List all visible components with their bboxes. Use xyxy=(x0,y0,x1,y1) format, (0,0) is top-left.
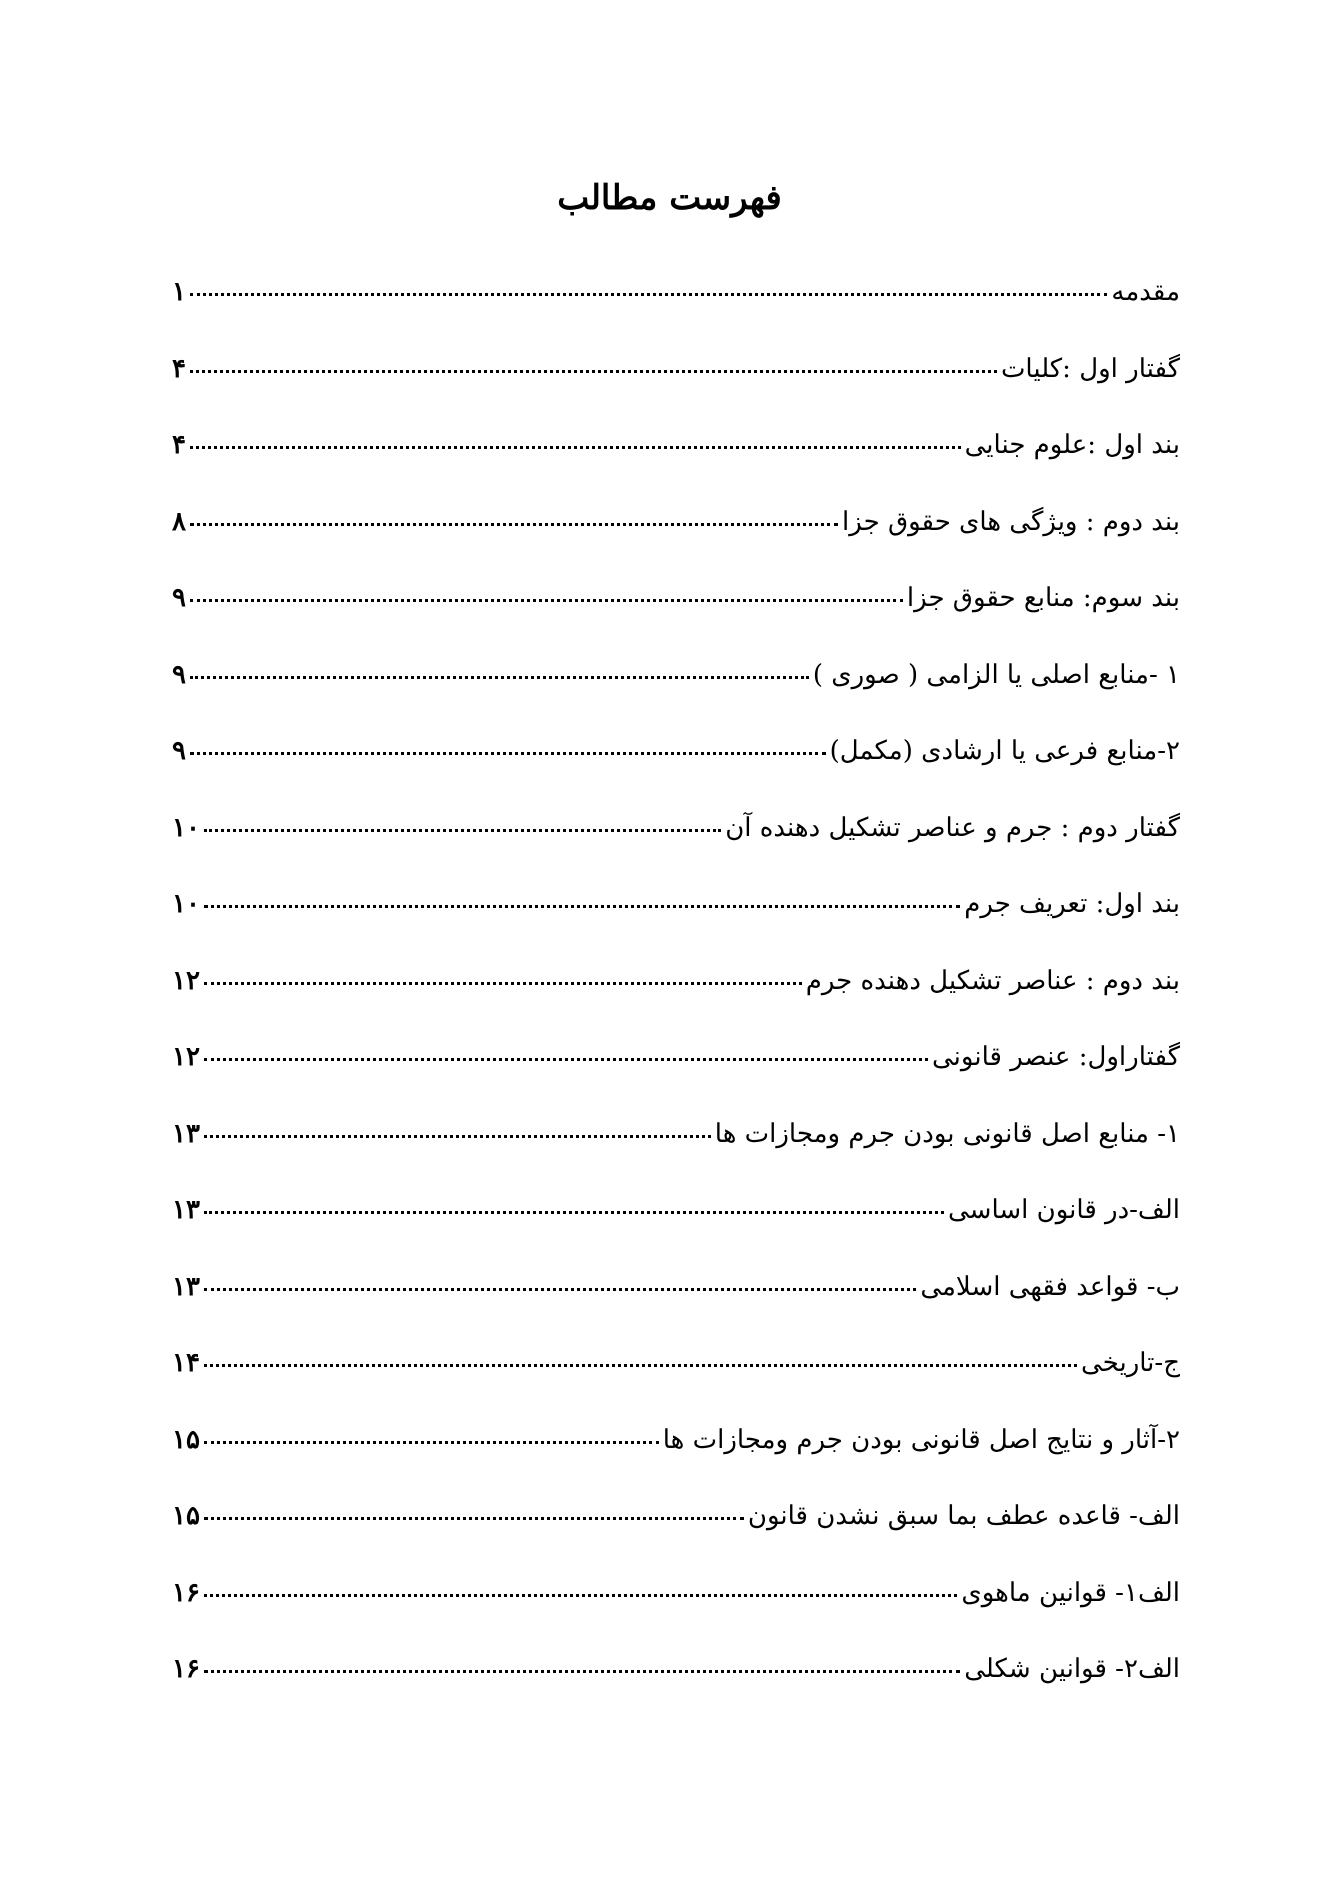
toc-entry-page-number: ۱۰ xyxy=(172,889,200,919)
toc-entry-label: الف-در قانون اساسی xyxy=(947,1195,1180,1225)
toc-entry xyxy=(172,1037,1180,1114)
toc-entry-page-number: ۱۶ xyxy=(172,1654,200,1684)
toc-entry-page-number: ۱۳ xyxy=(172,1118,200,1149)
toc-dot-leader xyxy=(204,905,960,908)
toc-entry xyxy=(172,272,1180,349)
toc-entry-page-number: ۹ xyxy=(172,659,186,690)
toc-entry xyxy=(172,1343,1180,1420)
toc-entry-label: گفتار اول :کلیات xyxy=(1000,353,1180,384)
toc-entry-page-number: ۱۳ xyxy=(172,1195,200,1225)
toc-entry-label: بند اول: تعریف جرم xyxy=(964,889,1180,919)
toc-entry-label: گفتاراول: عنصر قانونی xyxy=(932,1042,1180,1072)
toc-entry xyxy=(172,731,1180,808)
toc-entry-page-number: ۸ xyxy=(172,506,186,537)
toc-dot-leader xyxy=(204,1288,916,1291)
toc-entry-label: بند اول :علوم جنایی xyxy=(964,430,1180,460)
toc-dot-leader xyxy=(204,1211,944,1214)
toc-entry xyxy=(172,1190,1180,1267)
toc-dot-leader xyxy=(204,982,802,985)
toc-entry xyxy=(172,502,1180,579)
toc-dot-leader xyxy=(190,370,997,373)
toc-dot-leader xyxy=(190,599,903,602)
toc-entry xyxy=(172,1267,1180,1344)
toc-entry xyxy=(172,1496,1180,1573)
toc-entry xyxy=(172,961,1180,1038)
toc-entry-label: ۱- منابع اصل قانونی بودن جرم ومجازات ها xyxy=(714,1118,1180,1149)
toc-entry-label: الف۲- قوانین شکلی xyxy=(964,1654,1180,1684)
toc-entry-page-number: ۹ xyxy=(172,736,186,766)
toc-entry-page-number: ۱۲ xyxy=(172,965,200,996)
toc-dot-leader xyxy=(190,676,809,679)
toc-entry-page-number: ۴ xyxy=(172,430,186,460)
toc-entry-page-number: ۱۰ xyxy=(172,812,200,843)
toc-dot-leader xyxy=(190,752,826,755)
toc-dot-leader xyxy=(204,1594,957,1597)
toc-entry-page-number: ۱۵ xyxy=(172,1501,200,1531)
toc-entry-page-number: ۱۳ xyxy=(172,1271,200,1302)
toc-entry-label: ۲-منابع فرعی یا ارشادی (مکمل) xyxy=(829,736,1180,766)
toc-entry-label: ب- قواعد فقهی اسلامی xyxy=(920,1271,1180,1302)
toc-dot-leader xyxy=(204,1670,960,1673)
toc-entry-label: الف۱- قوانین ماهوی xyxy=(961,1577,1180,1608)
toc-entry-page-number: ۴ xyxy=(172,353,186,384)
toc-dot-leader xyxy=(190,523,838,526)
toc-entry xyxy=(172,808,1180,885)
toc-entry-page-number: ۱ xyxy=(172,277,186,307)
toc-entry xyxy=(172,884,1180,961)
toc-entry xyxy=(172,1420,1180,1497)
toc-entry xyxy=(172,1114,1180,1191)
toc-dot-leader xyxy=(204,829,721,832)
toc-entry xyxy=(172,349,1180,426)
toc-dot-leader xyxy=(204,1135,711,1138)
toc-dot-leader xyxy=(190,446,961,449)
toc-dot-leader xyxy=(204,1441,659,1444)
toc-dot-leader xyxy=(204,1058,928,1061)
toc-entry xyxy=(172,655,1180,732)
toc-entry xyxy=(172,578,1180,655)
toc-entry-page-number: ۱۴ xyxy=(172,1348,200,1378)
toc-entry xyxy=(172,1649,1180,1726)
toc-entry-label: گفتار دوم : جرم و عناصر تشکیل دهنده آن xyxy=(725,812,1180,843)
toc-entry-label: مقدمه xyxy=(1111,277,1180,307)
toc-entry-page-number: ۱۲ xyxy=(172,1042,200,1072)
toc-entry-page-number: ۱۵ xyxy=(172,1424,200,1455)
toc-dot-leader xyxy=(204,1517,744,1520)
toc-entry-label: بند دوم : ویژگی های حقوق جزا xyxy=(842,506,1180,537)
toc-entry-label: بند سوم: منابع حقوق جزا xyxy=(906,583,1180,613)
table-of-contents xyxy=(172,272,1180,1726)
toc-entry xyxy=(172,1573,1180,1650)
toc-entry-page-number: ۹ xyxy=(172,583,186,613)
toc-entry-label: الف- قاعده عطف بما سبق نشدن قانون xyxy=(747,1501,1180,1531)
toc-entry-label: ۱ -منابع اصلی یا الزامی ( صوری ) xyxy=(812,659,1180,690)
toc-entry xyxy=(172,425,1180,502)
toc-entry-label: ج-تاریخی xyxy=(1081,1348,1180,1378)
page-title: فهرست مطالب xyxy=(557,178,782,218)
toc-entry-page-number: ۱۶ xyxy=(172,1577,200,1608)
toc-entry-label: بند دوم : عناصر تشکیل دهنده جرم xyxy=(805,965,1180,996)
toc-dot-leader xyxy=(190,293,1107,296)
toc-entry-label: ۲-آثار و نتایج اصل قانونی بودن جرم ومجازات ها xyxy=(662,1424,1180,1455)
toc-dot-leader xyxy=(204,1364,1077,1367)
